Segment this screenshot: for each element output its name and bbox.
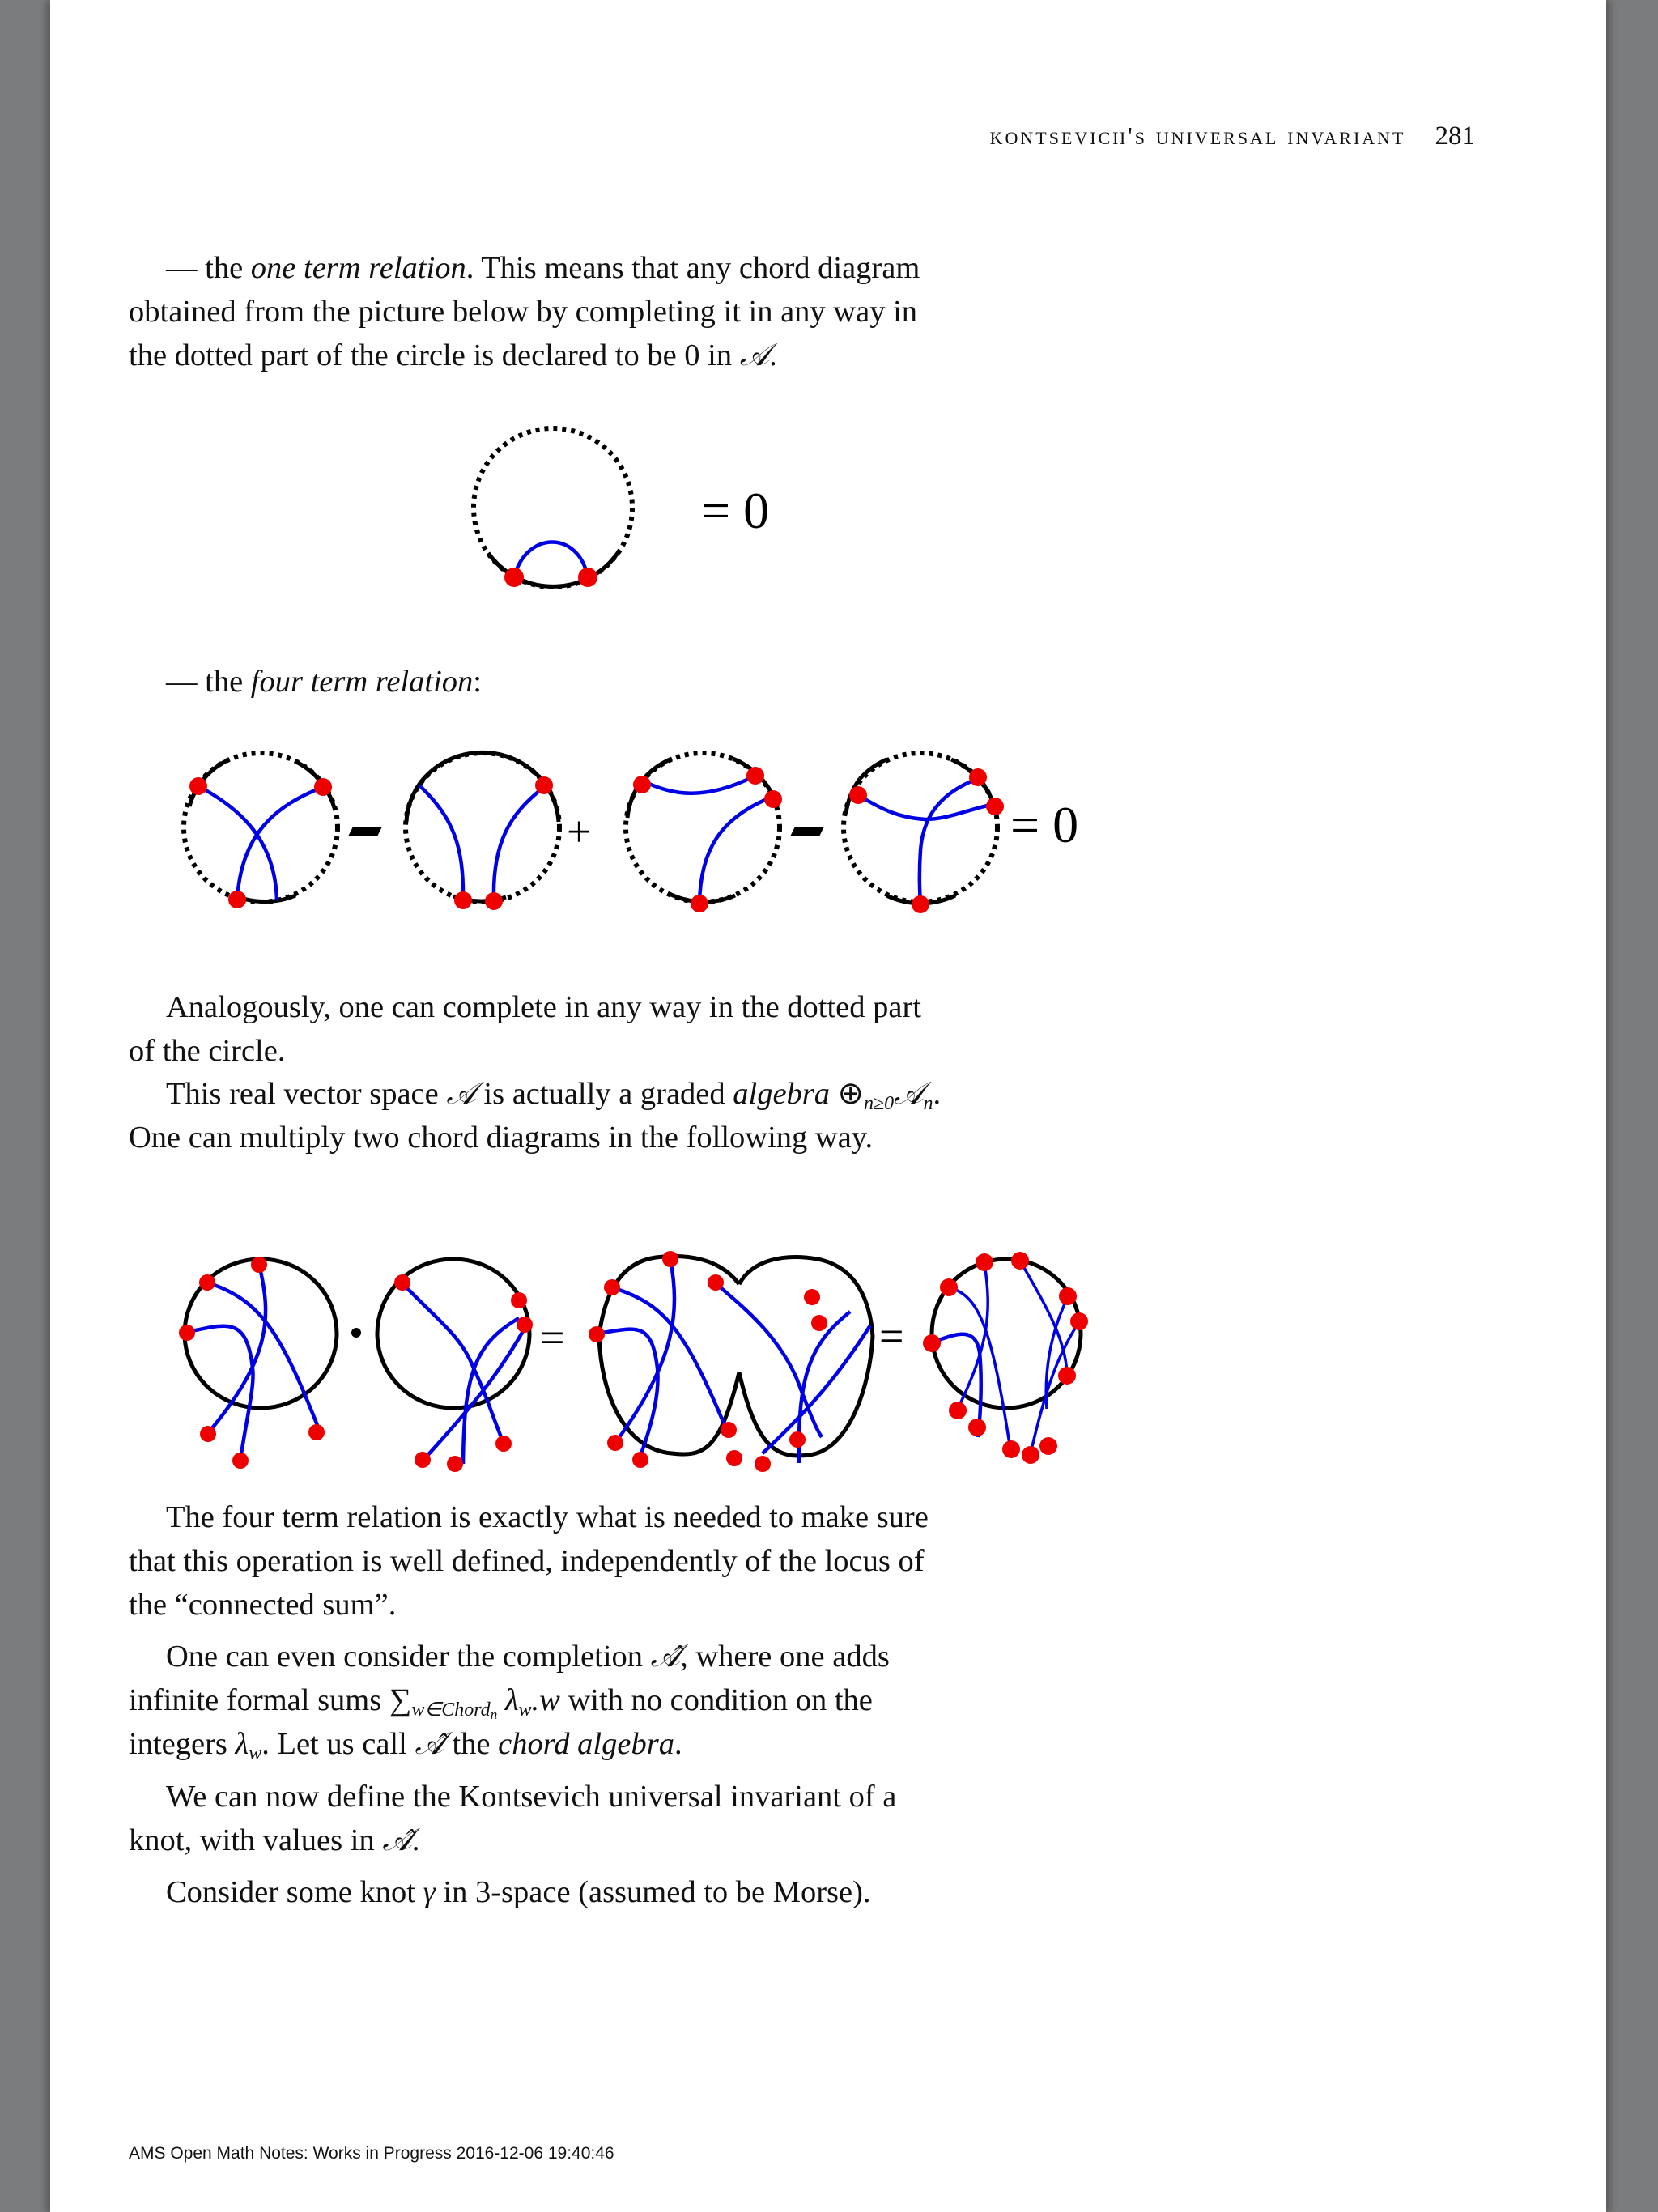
math-subscript: n≥0 xyxy=(863,1093,895,1114)
chord xyxy=(402,1283,504,1443)
chord-endpoint xyxy=(721,1422,737,1438)
chord xyxy=(699,798,771,904)
chord-endpoint xyxy=(804,1289,820,1305)
math-gamma: γ xyxy=(423,1875,436,1909)
text: . xyxy=(933,1077,942,1111)
equals-text: = xyxy=(879,1312,904,1360)
chord-endpoint xyxy=(189,777,207,795)
chord-endpoint xyxy=(199,1274,215,1291)
emphasis-algebra: algebra xyxy=(733,1077,831,1111)
chord-endpoint xyxy=(485,892,503,910)
text: in 3-space (assumed to be Morse). xyxy=(435,1875,871,1909)
four-term-diagram-2 xyxy=(406,752,559,910)
emphasis-four-term-relation: four term relation xyxy=(250,665,474,699)
four-term-diagram-1 xyxy=(184,753,338,908)
text-line: Analogously, one can complete in any way in the dotted part xyxy=(166,990,922,1024)
chord-endpoint xyxy=(535,776,553,794)
text-line: We can now define the Kontsevich universal invariant of a xyxy=(166,1780,897,1814)
equals-zero-text: = 0 xyxy=(701,482,770,539)
four-term-diagram-4 xyxy=(844,753,1004,913)
chord-endpoint xyxy=(607,1435,623,1451)
text-line: One can multiply two chord diagrams in the following way. xyxy=(129,1121,874,1155)
chord-endpoint xyxy=(940,1278,958,1296)
chord-endpoint xyxy=(578,568,597,587)
chord-endpoint xyxy=(976,1253,993,1271)
text-line: obtained from the picture below by completing it in any way in xyxy=(129,295,918,329)
text: . xyxy=(674,1727,682,1761)
chord-endpoint xyxy=(495,1436,512,1452)
equals-zero-text: = 0 xyxy=(1010,796,1079,853)
text-line: the “connected sum”. xyxy=(129,1588,397,1622)
chord-endpoint xyxy=(949,1402,967,1419)
chord-endpoint xyxy=(968,1419,986,1436)
text-line: The four term relation is exactly what is needed to make sure xyxy=(166,1500,929,1534)
right-lobe xyxy=(739,1257,873,1456)
chord xyxy=(188,1326,253,1459)
page-number: 281 xyxy=(1435,121,1475,151)
chord xyxy=(858,795,994,819)
equals-text: = xyxy=(540,1313,565,1362)
chord xyxy=(494,787,544,901)
text: integers xyxy=(129,1727,236,1761)
math-subscript: w xyxy=(518,1699,532,1721)
chord-endpoint xyxy=(633,776,651,793)
chord-endpoint xyxy=(849,786,867,804)
text: n xyxy=(490,1707,498,1722)
equals-zero xyxy=(1010,796,1078,853)
chord xyxy=(615,1259,674,1443)
chord-endpoint xyxy=(912,895,929,913)
text: — the xyxy=(166,665,251,699)
one-term-diagram xyxy=(474,428,632,587)
plus-text: + xyxy=(567,807,592,856)
text: — the xyxy=(166,251,251,285)
chord-endpoint xyxy=(314,778,332,796)
text: : xyxy=(473,665,482,699)
math-A-hat: 𝒜̂ xyxy=(414,1727,444,1761)
math-sum: ∑ xyxy=(389,1683,412,1717)
text: is actually a graded xyxy=(475,1077,733,1111)
chord-endpoint xyxy=(228,891,246,908)
chord-endpoint xyxy=(517,1317,533,1333)
chord-endpoint xyxy=(1039,1437,1057,1455)
plus-sign xyxy=(567,807,591,856)
math-A: 𝒜 xyxy=(446,1077,476,1111)
math-lambda: λ xyxy=(235,1727,249,1761)
chord-endpoint xyxy=(746,767,764,785)
math-subscript: w xyxy=(249,1743,262,1764)
text: w∈Chord xyxy=(411,1699,491,1721)
chord-endpoint xyxy=(447,1456,463,1472)
chord-endpoint xyxy=(394,1274,410,1291)
minus-sign xyxy=(348,827,382,836)
text: , where one adds xyxy=(680,1640,890,1674)
text: the xyxy=(444,1727,499,1761)
chord-endpoint xyxy=(923,1334,941,1352)
chord-endpoint xyxy=(1058,1367,1076,1385)
chord xyxy=(642,776,755,793)
chord-endpoint xyxy=(1059,1287,1077,1305)
chord-endpoint xyxy=(232,1453,249,1469)
chord-endpoint xyxy=(1070,1312,1088,1330)
text-line: that this operation is well defined, independently of the locus of xyxy=(129,1544,925,1578)
connected-sum-diagram xyxy=(589,1251,873,1472)
chord xyxy=(612,1287,726,1429)
text: Consider some knot xyxy=(166,1875,423,1909)
text: the dotted part of the circle is declared to be 0 in xyxy=(129,338,740,372)
chord-endpoint xyxy=(251,1257,267,1273)
chord-endpoint xyxy=(1022,1446,1039,1464)
equals-sign xyxy=(879,1312,903,1360)
product-factor-2 xyxy=(377,1259,533,1472)
chord-endpoint xyxy=(969,768,987,786)
solid-arc xyxy=(860,759,886,779)
chord-endpoint xyxy=(200,1426,216,1442)
chord-endpoint xyxy=(1002,1440,1020,1458)
text: . xyxy=(769,338,777,372)
product-dot xyxy=(351,1328,361,1338)
math-A-hat: 𝒜̂ xyxy=(650,1640,681,1674)
chord-endpoint xyxy=(764,790,782,808)
chord-endpoint xyxy=(632,1452,648,1468)
text-line: of the circle. xyxy=(129,1034,286,1068)
chord xyxy=(419,785,463,900)
text: knot, with values in xyxy=(129,1823,383,1857)
math-A-hat: 𝒜̂ xyxy=(382,1823,412,1857)
emphasis-one-term-relation: one term relation xyxy=(250,251,466,285)
math-w: .w xyxy=(531,1683,560,1717)
emphasis-chord-algebra: chord algebra xyxy=(498,1727,674,1761)
chord xyxy=(514,542,588,578)
text: . xyxy=(411,1823,420,1857)
math-lambda: λ xyxy=(497,1683,519,1717)
chord-endpoint xyxy=(308,1424,325,1440)
text: infinite formal sums xyxy=(129,1683,389,1717)
math-oplus: ⊕ xyxy=(830,1077,864,1111)
chord-endpoint xyxy=(811,1315,827,1331)
chord-endpoint xyxy=(504,568,524,587)
solid-arc xyxy=(406,783,420,822)
math-subscript: n xyxy=(923,1093,933,1114)
chord-endpoint xyxy=(454,891,472,909)
chord-endpoint xyxy=(662,1251,678,1267)
text: with no condition on the xyxy=(559,1683,873,1717)
chord xyxy=(716,1283,822,1437)
product-result-diagram xyxy=(923,1252,1088,1464)
chord-endpoint xyxy=(1011,1252,1029,1270)
math-A: 𝒜 xyxy=(739,338,770,372)
running-title: kontsevich's universal invariant xyxy=(989,121,1406,150)
four-term-diagram-3 xyxy=(626,753,782,912)
chord-endpoint xyxy=(511,1292,527,1308)
equals-zero xyxy=(701,482,769,539)
text: . Let us call xyxy=(261,1727,415,1761)
chord-endpoint xyxy=(755,1456,771,1472)
footer-note: AMS Open Math Notes: Works in Progress 2016-12-06 19:40:46 xyxy=(129,2144,614,2163)
minus-sign xyxy=(790,827,824,836)
math-A: 𝒜 xyxy=(894,1077,924,1111)
text: One can even consider the completion xyxy=(166,1640,651,1674)
chord-endpoint xyxy=(604,1279,620,1295)
text: . This means that any chord diagram xyxy=(466,251,920,285)
text: This real vector space xyxy=(166,1077,447,1111)
chord-endpoint xyxy=(726,1450,742,1466)
chord-endpoint xyxy=(691,895,708,912)
solid-arc xyxy=(420,752,545,784)
chord xyxy=(920,779,977,904)
chord-endpoint xyxy=(179,1325,195,1341)
chord xyxy=(425,1325,526,1458)
chord-endpoint xyxy=(789,1431,806,1448)
chord-endpoint xyxy=(986,798,1004,815)
chord-endpoint xyxy=(414,1452,431,1468)
equals-sign xyxy=(540,1313,564,1362)
chord-endpoint xyxy=(708,1274,724,1291)
chord-endpoint xyxy=(589,1326,605,1342)
product-factor-1 xyxy=(179,1257,337,1469)
